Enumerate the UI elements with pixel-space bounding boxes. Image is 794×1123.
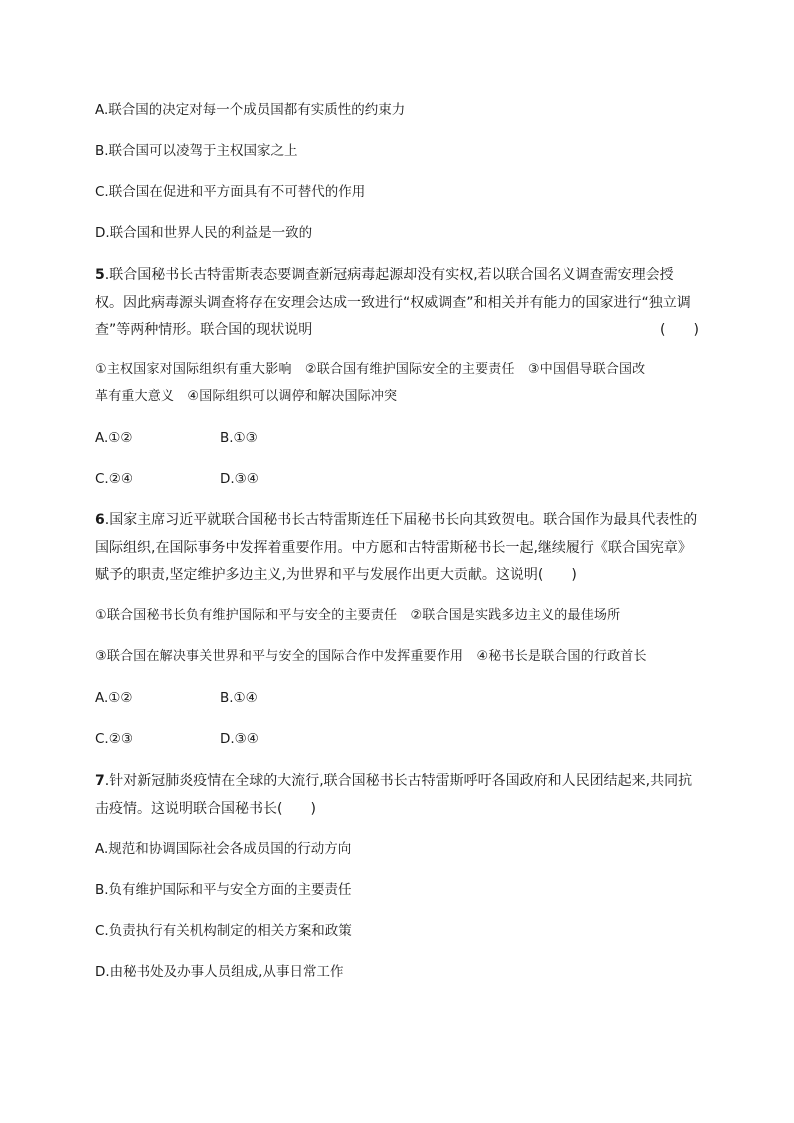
q7-option-d: D.由秘书处及办事人员组成,从事日常工作 bbox=[95, 964, 344, 980]
q7-stem-line1 bbox=[95, 772, 692, 790]
q5-answer-bracket: ( ) bbox=[660, 322, 699, 338]
q6-option-c: C.②③ bbox=[95, 731, 133, 747]
q4-option-c: C.联合国在促进和平方面具有不可替代的作用 bbox=[95, 184, 366, 200]
q7-number: 7 bbox=[95, 773, 105, 789]
q5-option-b: B.①③ bbox=[220, 430, 258, 446]
q6-statements-line2: ③联合国在解决事关世界和平与安全的国际合作中发挥重要作用 ④秘书长是联合国的行政首长 bbox=[95, 649, 647, 664]
q6-option-a: A.①② bbox=[95, 690, 133, 706]
q5-option-a: A.①② bbox=[95, 430, 133, 446]
q7-stem-line2: 击疫情。这说明联合国秘书长( ) bbox=[95, 801, 316, 817]
q6-stem-line1 bbox=[95, 511, 697, 529]
q7-option-b: B.负有维护国际和平与安全方面的主要责任 bbox=[95, 882, 352, 898]
q5-stem-line2: 权。因此病毒源头调查将存在安理会达成一致进行“权威调查”和相关并有能力的国家进行“独立调 bbox=[95, 295, 691, 311]
q6-number: 6 bbox=[95, 512, 105, 528]
q5-stem-line3: 查”等两种情形。联合国的现状说明 bbox=[95, 322, 313, 338]
q5-option-c: C.②④ bbox=[95, 471, 133, 487]
q5-stem-text1: .联合国秘书长古特雷斯表态要调查新冠病毒起源却没有实权,若以联合国名义调查需安理会授 bbox=[104, 267, 674, 283]
q4-option-d: D.联合国和世界人民的利益是一致的 bbox=[95, 225, 313, 241]
q6-stem-line2: 国际组织,在国际事务中发挥着重要作用。中方愿和古特雷斯秘书长一起,继续履行《联合国宪章》 bbox=[95, 540, 692, 556]
q6-statements-line1: ①联合国秘书长负有维护国际和平与安全的主要责任 ②联合国是实践多边主义的最佳场所 bbox=[95, 608, 621, 623]
q5-statements-line1: ①主权国家对国际组织有重大影响 ②联合国有维护国际安全的主要责任 ③中国倡导联合国改 bbox=[95, 362, 646, 377]
q7-stem-text1: .针对新冠肺炎疫情在全球的大流行,联合国秘书长古特雷斯呼吁各国政府和人民团结起来,共同抗 bbox=[104, 773, 693, 789]
q7-option-a: A.规范和协调国际社会各成员国的行动方向 bbox=[95, 841, 352, 857]
q6-stem-text1: .国家主席习近平就联合国秘书长古特雷斯连任下届秘书长向其致贺电。联合国作为最具代表性的 bbox=[104, 512, 698, 528]
q5-option-d: D.③④ bbox=[220, 471, 259, 487]
q5-stem-line1 bbox=[95, 266, 674, 284]
q6-stem-line3: 赋予的职责,坚定维护多边主义,为世界和平与发展作出更大贡献。这说明( ) bbox=[95, 567, 577, 583]
q7-option-c: C.负责执行有关机构制定的相关方案和政策 bbox=[95, 923, 352, 939]
q5-statements-line2: 革有重大意义 ④国际组织可以调停和解决国际冲突 bbox=[95, 389, 398, 404]
q6-option-b: B.①④ bbox=[220, 690, 258, 706]
q4-option-b: B.联合国可以凌驾于主权国家之上 bbox=[95, 143, 298, 159]
q4-option-a: A.联合国的决定对每一个成员国都有实质性的约束力 bbox=[95, 102, 406, 118]
q5-number: 5 bbox=[95, 267, 105, 283]
q6-option-d: D.③④ bbox=[220, 731, 259, 747]
